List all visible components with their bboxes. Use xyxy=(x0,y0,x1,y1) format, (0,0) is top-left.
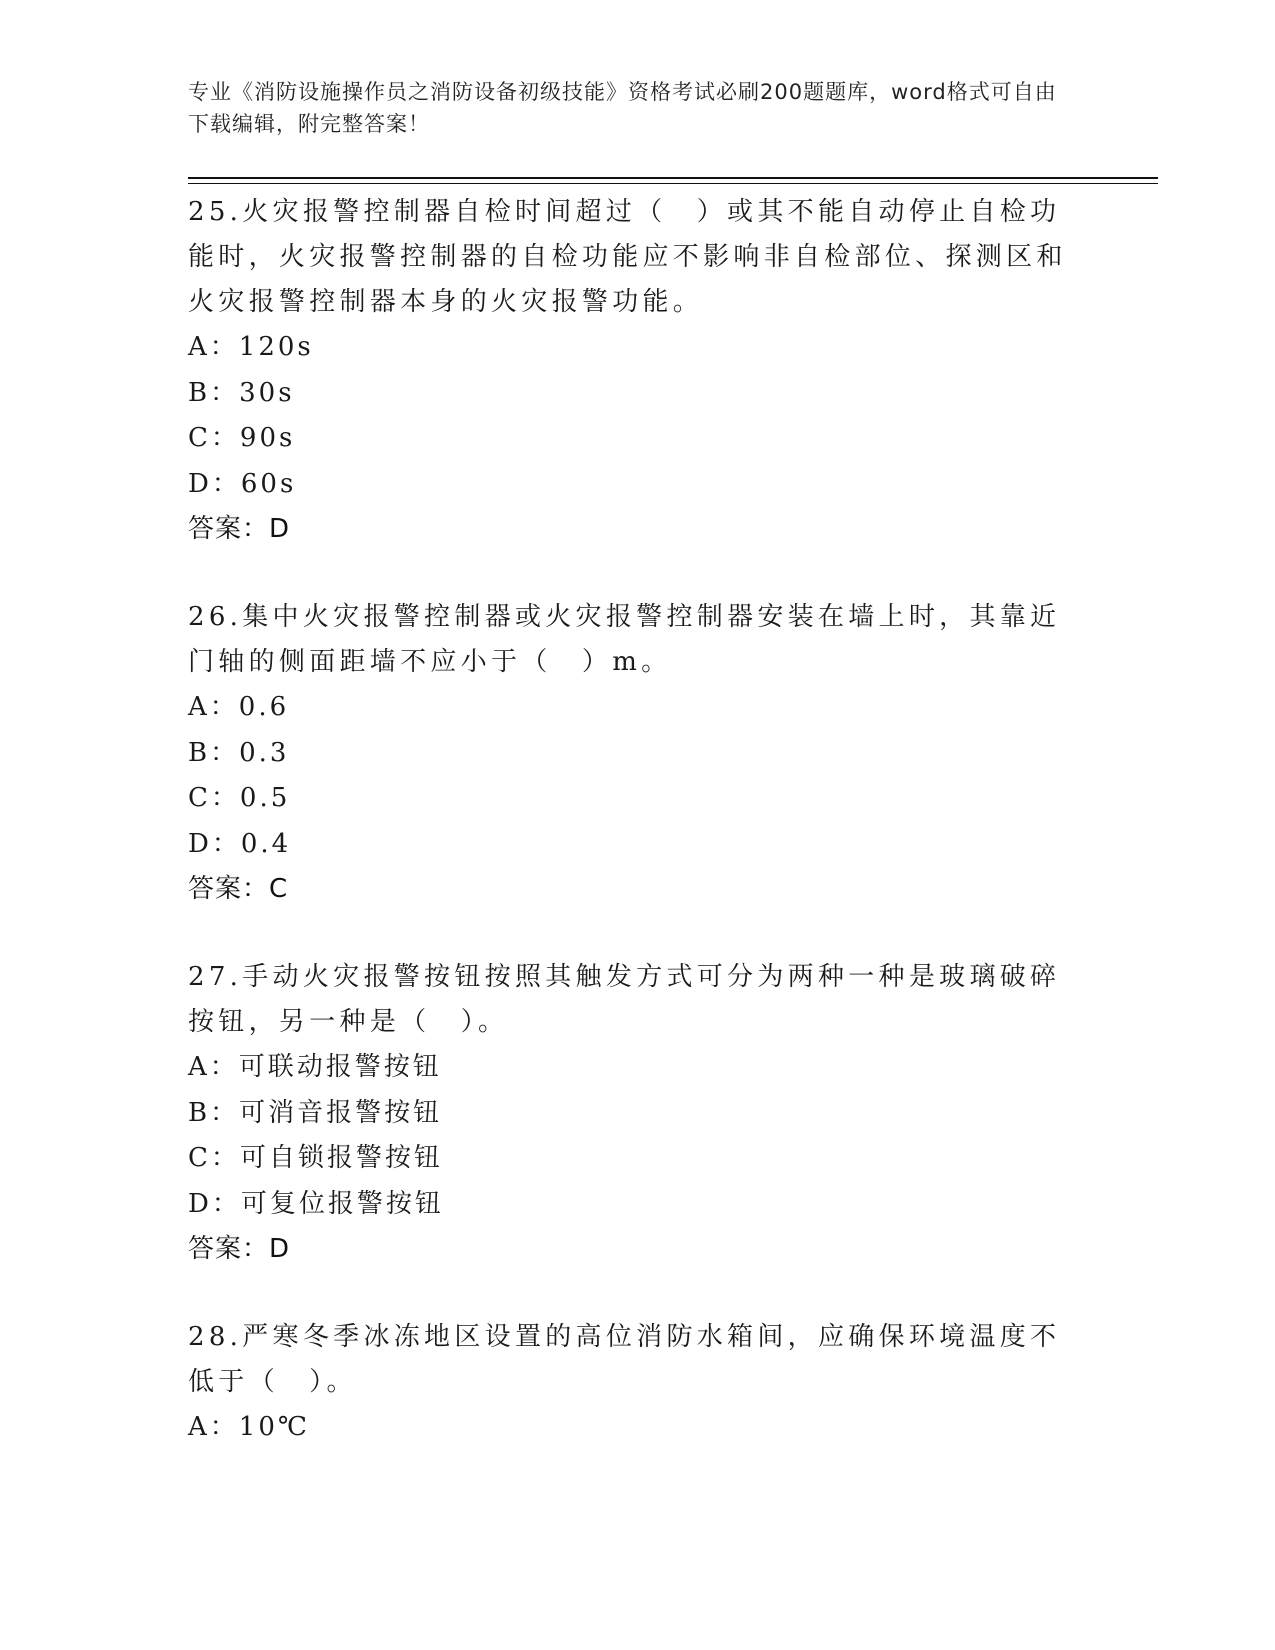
option-text: 60s xyxy=(240,468,297,499)
option-letter: C： xyxy=(188,1143,240,1173)
answer-line: 答案：C xyxy=(188,874,289,904)
question-stem: 28.严寒冬季冰冻地区设置的高位消防水箱间，应确保环境温度不低于（ ）。 xyxy=(188,1322,1061,1397)
option-text: 30s xyxy=(239,377,295,408)
option-letter: A： xyxy=(188,332,239,362)
option-a xyxy=(188,1405,1088,1451)
question-stem: 26.集中火灾报警控制器或火灾报警控制器安装在墙上时，其靠近门轴的侧面距墙不应小于（ ）m。 xyxy=(188,602,1061,677)
option-b xyxy=(188,1091,1088,1137)
option-text: 90s xyxy=(239,423,296,453)
option-text: 可自锁报警按钮 xyxy=(239,1143,443,1173)
option-list xyxy=(188,1405,1088,1451)
option-letter: D： xyxy=(188,468,241,499)
option-d xyxy=(188,462,1088,508)
option-b xyxy=(188,731,1088,777)
question-stem: 27.手动火灾报警按钮按照其触发方式可分为两种一种是玻璃破碎按钮，另一种是（ ）。 xyxy=(188,962,1061,1037)
question-28 xyxy=(188,1315,1088,1451)
option-letter: A： xyxy=(188,692,239,722)
question-25 xyxy=(188,190,1088,552)
option-list xyxy=(188,1045,1088,1227)
option-d xyxy=(188,822,1088,868)
option-text: 可复位报警按钮 xyxy=(240,1188,444,1219)
option-text: 0.4 xyxy=(240,828,292,859)
option-d xyxy=(188,1182,1088,1228)
option-text: 可联动报警按钮 xyxy=(238,1052,442,1082)
document-header: 专业《消防设施操作员之消防设备初级技能》资格考试必刷200题题库，word格式可自由下载编辑，附完整答案！ xyxy=(188,80,1057,136)
option-text: 10℃ xyxy=(238,1412,310,1442)
option-letter: C： xyxy=(188,423,240,453)
option-c xyxy=(188,776,1088,822)
question-list xyxy=(188,190,1088,1494)
option-letter: C： xyxy=(188,783,240,813)
option-b xyxy=(188,371,1088,417)
answer-line: 答案：D xyxy=(188,1234,291,1264)
option-letter: B： xyxy=(188,737,240,768)
option-letter: A： xyxy=(188,1412,239,1442)
option-text: 0.6 xyxy=(238,692,290,722)
answer-line: 答案：D xyxy=(188,514,291,544)
option-letter: A： xyxy=(188,1052,239,1082)
option-a xyxy=(188,685,1088,731)
option-a xyxy=(188,1045,1088,1091)
question-27 xyxy=(188,955,1088,1272)
option-letter: D： xyxy=(188,828,241,859)
option-a xyxy=(188,325,1088,371)
option-c xyxy=(188,1136,1088,1182)
option-text: 0.5 xyxy=(239,783,291,813)
option-list xyxy=(188,685,1088,867)
option-letter: B： xyxy=(188,377,240,408)
option-text: 120s xyxy=(238,332,314,362)
header-divider xyxy=(188,177,1158,179)
header-divider-thin xyxy=(188,183,1158,184)
option-list xyxy=(188,325,1088,507)
option-text: 可消音报警按钮 xyxy=(239,1097,443,1128)
question-stem: 25.火灾报警控制器自检时间超过（ ）或其不能自动停止自检功能时，火灾报警控制器的自检功能应不影响非自检部位、探测区和火灾报警控制器本身的火灾报警功能。 xyxy=(188,197,1067,317)
option-letter: B： xyxy=(188,1097,240,1128)
question-26 xyxy=(188,595,1088,912)
option-text: 0.3 xyxy=(239,737,290,768)
option-letter: D： xyxy=(188,1188,241,1219)
option-c xyxy=(188,416,1088,462)
